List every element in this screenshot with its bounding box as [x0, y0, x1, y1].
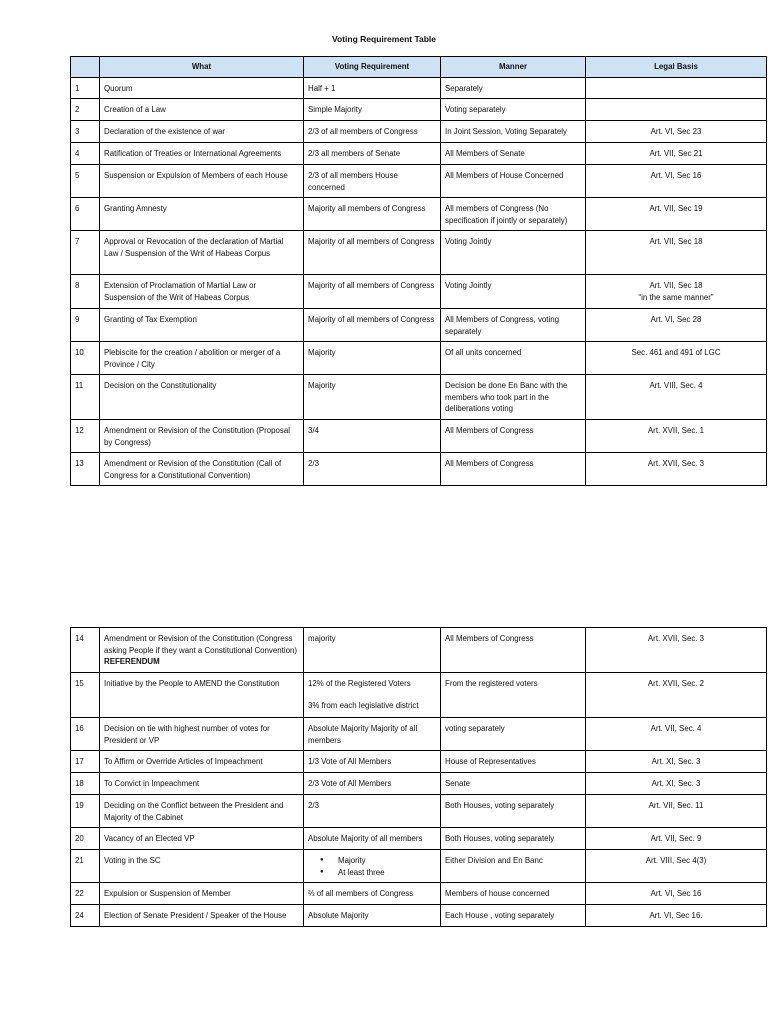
row-manner-text: Voting Jointly [445, 281, 492, 290]
row-manner-text: Members of house concerned [445, 889, 550, 898]
row-voting-requirement [304, 718, 441, 751]
row-voting-requirement-text: Absolute Majority of all members [308, 834, 423, 843]
row-manner-text: voting separately [445, 724, 505, 733]
table-row [71, 77, 767, 99]
row-what [100, 828, 304, 850]
row-what [100, 673, 304, 718]
row-manner-text: Separately [445, 83, 483, 93]
row-number-text: 5 [75, 171, 80, 180]
row-manner [441, 628, 586, 673]
row-legal-basis [586, 275, 767, 309]
row-what [100, 420, 304, 453]
table-row [71, 773, 767, 795]
row-manner-text: Voting separately [445, 105, 506, 114]
row-number-text: 22 [75, 889, 84, 898]
row-legal-basis [586, 143, 767, 165]
table-row [71, 121, 767, 143]
row-what [100, 121, 304, 143]
row-what-text: Amendment or Revision of the Constitution (Proposal by Congress) [104, 426, 290, 447]
row-what-text: Approval or Revocation of the declaration of Martial Law / Suspension of the Writ of Habeas Corpus [104, 237, 284, 258]
row-manner [441, 143, 586, 165]
row-number-text: 16 [75, 724, 84, 733]
row-what [100, 905, 304, 927]
row-what-text: Initiative by the People to AMEND the Constitution [104, 679, 280, 688]
row-what-text: Granting of Tax Exemption [104, 315, 197, 324]
row-number-text: 9 [75, 315, 80, 324]
row-legal-basis [586, 121, 767, 143]
row-number [71, 143, 100, 165]
row-number-text: 1 [75, 83, 80, 93]
row-number [71, 77, 100, 99]
row-legal-basis [586, 718, 767, 751]
row-manner-text: Senate [445, 779, 471, 788]
row-manner [441, 198, 586, 231]
row-manner [441, 99, 586, 121]
table-row [71, 165, 767, 198]
row-number [71, 342, 100, 375]
row-legal-basis [586, 905, 767, 927]
row-voting-requirement [304, 795, 441, 828]
row-number [71, 828, 100, 850]
row-voting-requirement-text: 1/3 Vote of All Members [308, 757, 392, 766]
row-number [71, 850, 100, 883]
row-legal-basis [586, 77, 767, 99]
row-legal-basis [586, 628, 767, 673]
row-manner-text: Both Houses, voting separately [445, 801, 555, 810]
row-what-text: Election of Senate President / Speaker of the House [104, 911, 287, 920]
table-row [71, 453, 767, 486]
requirement-list [308, 855, 436, 878]
row-number [71, 420, 100, 453]
row-voting-requirement-text: 2/3 of all members House concerned [308, 171, 398, 192]
row-voting-requirement [304, 121, 441, 143]
row-what [100, 375, 304, 420]
row-voting-requirement-text: 2/3 Vote of All Members [308, 779, 392, 788]
row-legal-basis [586, 795, 767, 828]
table-row [71, 375, 767, 420]
row-legal-basis-text: Art. XVII, Sec. 3 [647, 634, 705, 643]
row-what-text: Extension of Proclamation of Martial Law or Suspension of the Writ of Habeas Corpus [104, 281, 257, 302]
header-number [71, 57, 100, 78]
referendum-label: REFERENDUM [104, 657, 160, 666]
header-legal-basis: Legal Basis [586, 57, 767, 78]
row-manner-text: Decision be done En Banc with the members who took part in the deliberations voting [445, 381, 568, 413]
table-row [71, 198, 767, 231]
row-what [100, 77, 304, 99]
row-voting-requirement-text: Majority [308, 348, 336, 357]
table-row [71, 850, 767, 883]
row-number-text: 6 [75, 204, 80, 213]
row-voting-requirement-text: Absolute Majority [308, 911, 369, 920]
row-manner [441, 275, 586, 309]
row-what [100, 628, 304, 673]
row-what-text: Decision on the Constitutionality [104, 381, 217, 390]
row-legal-basis [586, 673, 767, 718]
row-manner [441, 673, 586, 718]
row-voting-requirement [304, 165, 441, 198]
row-voting-requirement-text: 3/4 [308, 426, 319, 435]
table-row [71, 718, 767, 751]
row-legal-basis [586, 165, 767, 198]
row-voting-requirement-note: 3% from each legislative district [308, 700, 419, 710]
row-voting-requirement [304, 143, 441, 165]
row-voting-requirement [304, 850, 441, 883]
row-what [100, 143, 304, 165]
row-voting-requirement-text: Majority [308, 381, 336, 390]
row-voting-requirement [304, 453, 441, 486]
table-row [71, 99, 767, 121]
row-number-text: 7 [75, 237, 80, 246]
row-number-text: 13 [75, 459, 84, 468]
row-manner [441, 453, 586, 486]
row-legal-basis [586, 375, 767, 420]
row-voting-requirement [304, 751, 441, 773]
table-row [71, 795, 767, 828]
row-what [100, 718, 304, 751]
table-row [71, 309, 767, 342]
row-what [100, 99, 304, 121]
row-legal-basis-text: Art. VII, Sec. 11 [648, 801, 704, 810]
row-what-text: Ratification of Treaties or International Agreements [104, 149, 282, 158]
row-manner-text: All members of Congress (No specification if jointly or separately) [445, 204, 568, 225]
row-manner [441, 309, 586, 342]
row-legal-basis [586, 420, 767, 453]
row-number [71, 375, 100, 420]
row-number [71, 718, 100, 751]
row-voting-requirement [304, 773, 441, 795]
row-voting-requirement [304, 905, 441, 927]
table-row [71, 231, 767, 275]
voting-table-part-2 [70, 627, 767, 927]
row-number-text: 8 [75, 281, 80, 290]
row-manner [441, 905, 586, 927]
row-voting-requirement [304, 673, 441, 718]
row-number-text: 10 [75, 348, 84, 357]
row-number [71, 231, 100, 275]
row-legal-basis [586, 198, 767, 231]
table-row [71, 420, 767, 453]
row-manner-text: All Members of Senate [445, 149, 525, 158]
row-manner-text: All Members of Congress [445, 426, 534, 435]
row-legal-basis [586, 773, 767, 795]
row-number [71, 883, 100, 905]
row-manner [441, 883, 586, 905]
row-what-text: Voting in the SC [104, 856, 161, 865]
row-voting-requirement [304, 420, 441, 453]
row-number-text: 21 [75, 856, 84, 865]
row-what-text: Granting Amnesty [104, 204, 167, 213]
row-voting-requirement-text: 2/3 [308, 459, 319, 468]
row-voting-requirement-text: Half + 1 [308, 83, 336, 93]
row-voting-requirement-text: 12% of the Registered Voters [308, 679, 411, 688]
row-legal-basis-text: Art. XI, Sec. 3 [651, 757, 701, 766]
row-voting-requirement [304, 275, 441, 309]
row-what-text: Amendment or Revision of the Constitution (Congress asking People if they want a Constitutional Convention) [104, 634, 297, 655]
row-number-text: 19 [75, 801, 84, 810]
row-what [100, 850, 304, 883]
row-voting-requirement-text: Majority all members of Congress [308, 204, 426, 213]
header-manner: Manner [441, 57, 586, 78]
row-legal-basis-text: Sec. 461 and 491 of LGC [631, 348, 721, 357]
row-legal-basis [586, 231, 767, 275]
table-row [71, 342, 767, 375]
row-what-text: Vacancy of an Elected VP [104, 834, 195, 843]
row-what-text: Declaration of the existence of war [104, 127, 226, 136]
row-manner [441, 375, 586, 420]
row-number-text: 20 [75, 834, 84, 843]
row-manner [441, 231, 586, 275]
row-voting-requirement [304, 231, 441, 275]
row-legal-basis-text: Art. XVII, Sec. 1 [647, 426, 705, 435]
row-number [71, 309, 100, 342]
row-number [71, 453, 100, 486]
row-number-text: 11 [75, 381, 84, 390]
row-manner-text: All Members of Congress [445, 459, 534, 468]
row-number [71, 673, 100, 718]
row-number-text: 15 [75, 679, 84, 688]
row-what-text: To Convict in Impeachment [104, 779, 200, 788]
row-voting-requirement [304, 198, 441, 231]
row-legal-basis-text: Art. VI, Sec 16. [649, 911, 703, 920]
row-legal-basis [586, 883, 767, 905]
row-what-text: Decision on tie with highest number of votes for President or VP [104, 724, 270, 745]
row-number-text: 12 [75, 426, 84, 435]
header-what: What [100, 57, 304, 78]
header-voting-requirement: Voting Requirement [304, 57, 441, 78]
table-row [71, 143, 767, 165]
row-number-text: 14 [75, 634, 84, 643]
row-voting-requirement-text: Simple Majority [308, 105, 362, 114]
voting-table-part-1 [70, 56, 767, 486]
table-row [71, 883, 767, 905]
page-title: Voting Requirement Table [331, 34, 437, 44]
row-what-text: Deciding on the Conflict between the President and Majority of the Cabinet [104, 801, 284, 822]
row-voting-requirement-text: 2/3 of all members of Congress [308, 127, 418, 136]
row-voting-requirement [304, 628, 441, 673]
row-manner-text: All Members of Congress, voting separately [445, 315, 560, 336]
row-voting-requirement-text: Majority of all members of Congress [308, 237, 435, 246]
row-what [100, 165, 304, 198]
row-legal-basis-text: Art. VI, Sec 16 [650, 171, 702, 180]
row-what [100, 773, 304, 795]
row-voting-requirement [304, 342, 441, 375]
row-legal-basis-text: Art. VIII, Sec. 4 [649, 381, 703, 390]
row-what [100, 453, 304, 486]
row-number-text: 2 [75, 105, 80, 114]
row-voting-requirement [304, 77, 441, 99]
row-voting-requirement [304, 828, 441, 850]
row-what-text: Suspension or Expulsion of Members of each House [104, 171, 288, 180]
row-number-text: 17 [75, 757, 84, 766]
row-legal-basis-text: Art. VII, Sec. 4 [650, 724, 702, 733]
row-legal-basis [586, 828, 767, 850]
row-voting-requirement [304, 375, 441, 420]
row-voting-requirement-text: ⅔ of all members of Congress [308, 889, 414, 898]
row-manner [441, 795, 586, 828]
row-manner-text: All Members of House Concerned [445, 171, 564, 180]
row-what [100, 795, 304, 828]
row-manner [441, 751, 586, 773]
row-manner-text: Voting Jointly [445, 237, 492, 246]
row-number [71, 628, 100, 673]
row-number-text: 18 [75, 779, 84, 788]
row-legal-basis-text: Art. VII, Sec 18 [649, 281, 703, 290]
row-manner-text: House of Representatives [445, 757, 536, 766]
row-voting-requirement-text: Absolute Majority Majority of all members [308, 724, 418, 745]
row-voting-requirement-text: majority [308, 634, 336, 643]
row-what-text: Amendment or Revision of the Constitution (Call of Congress for a Constitutional Convention) [104, 459, 282, 480]
row-manner [441, 165, 586, 198]
table-row [71, 673, 767, 718]
row-number-text: 4 [75, 149, 80, 158]
row-voting-requirement [304, 309, 441, 342]
row-what [100, 231, 304, 275]
row-manner-text: All Members of Congress [445, 634, 534, 643]
table-row [71, 751, 767, 773]
row-number [71, 773, 100, 795]
row-what-text: Plebiscite for the creation / abolition or merger of a Province / City [104, 348, 281, 369]
row-legal-basis-text: Art. VII, Sec 21 [649, 149, 703, 158]
row-number [71, 165, 100, 198]
table-row [71, 275, 767, 309]
row-manner [441, 420, 586, 453]
row-manner [441, 850, 586, 883]
row-legal-basis-text: Art. VII, Sec 19 [649, 204, 703, 213]
row-number [71, 751, 100, 773]
row-legal-basis-text: Art. VII, Sec. 9 [650, 834, 702, 843]
row-manner-text: In Joint Session, Voting Separately [445, 127, 567, 136]
row-what [100, 309, 304, 342]
row-what-text: Quorum [104, 83, 133, 93]
row-what [100, 883, 304, 905]
row-number-text: 24 [75, 911, 84, 920]
row-number [71, 99, 100, 121]
row-legal-basis-text: Art. XI, Sec. 3 [651, 779, 701, 788]
row-manner [441, 121, 586, 143]
row-what [100, 751, 304, 773]
row-manner-text: Both Houses, voting separately [445, 834, 555, 843]
row-number [71, 275, 100, 309]
row-number-text: 3 [75, 127, 80, 136]
row-what [100, 275, 304, 309]
row-what-text: To Affirm or Override Articles of Impeachment [104, 757, 263, 766]
row-voting-requirement-text: Majority of all members of Congress [308, 315, 435, 324]
row-legal-basis-text: Art. XVII, Sec. 2 [647, 679, 705, 688]
row-number [71, 198, 100, 231]
row-legal-basis [586, 850, 767, 883]
row-manner-text: Of all units concerned [445, 348, 522, 357]
row-number [71, 905, 100, 927]
row-legal-basis-note: “in the same manner” [638, 292, 714, 302]
row-what-text: Creation of a Law [104, 105, 166, 114]
requirement-list-item: ● Majority [338, 855, 436, 867]
row-legal-basis-text: Art. VIII, Sec 4(3) [645, 856, 707, 865]
row-legal-basis [586, 342, 767, 375]
row-voting-requirement [304, 883, 441, 905]
row-manner-text: Each House , voting separately [445, 911, 555, 920]
row-manner-text: From the registered voters [445, 679, 538, 688]
row-legal-basis [586, 453, 767, 486]
row-legal-basis-text: Art. VI, Sec 28 [650, 315, 702, 324]
row-voting-requirement-text: 2/3 all members of Senate [308, 149, 401, 158]
row-legal-basis [586, 99, 767, 121]
row-manner [441, 77, 586, 99]
row-voting-requirement-text: 2/3 [308, 801, 319, 810]
table-row [71, 905, 767, 927]
row-manner [441, 718, 586, 751]
row-manner [441, 342, 586, 375]
row-legal-basis [586, 751, 767, 773]
row-legal-basis [586, 309, 767, 342]
row-number [71, 795, 100, 828]
table-row [71, 628, 767, 673]
row-legal-basis-text: Art. XVII, Sec. 3 [647, 459, 705, 468]
row-number [71, 121, 100, 143]
row-manner [441, 828, 586, 850]
header-row [71, 57, 767, 78]
row-legal-basis-text: Art. VI, Sec 16 [650, 889, 702, 898]
requirement-list-item: ● At least three [338, 867, 436, 879]
row-manner-text: Either Division and En Banc [445, 856, 543, 865]
row-legal-basis-text: Art. VII, Sec 18 [649, 237, 703, 246]
row-voting-requirement [304, 99, 441, 121]
row-what-text: Expulsion or Suspension of Member [104, 889, 231, 898]
row-manner [441, 773, 586, 795]
row-legal-basis-text: Art. VI, Sec 23 [650, 127, 702, 136]
row-what [100, 198, 304, 231]
table-row [71, 828, 767, 850]
row-voting-requirement-text: Majority of all members of Congress [308, 281, 435, 290]
row-what [100, 342, 304, 375]
